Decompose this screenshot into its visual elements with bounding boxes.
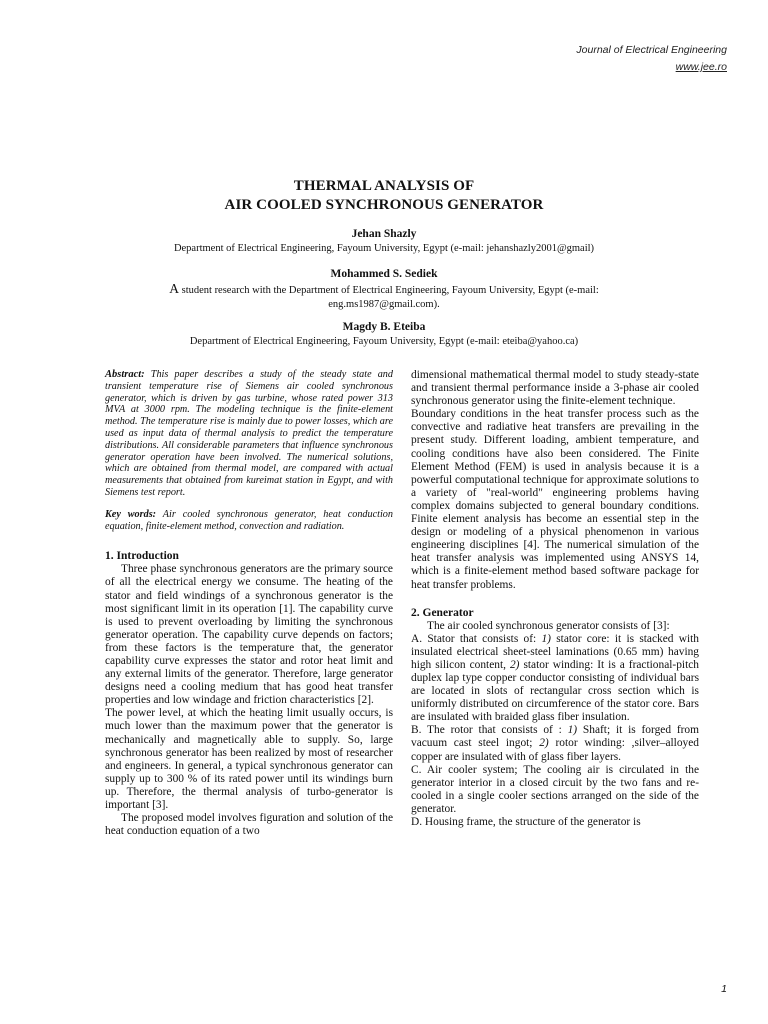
page-number: 1	[721, 983, 727, 995]
author-name: Jehan Shazly	[351, 228, 417, 240]
item-text: rotor winding: ,silver–alloyed copper are insulated with of glass fiber layers.	[411, 737, 699, 763]
author-block-2	[120, 267, 648, 311]
author-block-3	[120, 320, 648, 349]
abstract-text: This paper describes a study of the steady state and transient temperature rise of Siemens air cooled synchronous generator, which is driven by gas turbine, whose rated power 313 MVA at 3000 rpm. The modeling technique is the finite-element method. The temperature rise is mainly due to power losses, which are used as input data of thermal analysis to predict the temperature distributions. All considerable parameters that influence synchronous generator operation have been involved. The numerical solutions, which are obtained from thermal model, are compared with actual measurements that obtained from kureimat station in Egypt, and with Siemens test report.	[105, 369, 393, 498]
paragraph: The power level, at which the heating limit usually occurs, is much lower than the maximum power that the generator is mechanically and magnetically able to supply. So, large synchronous generator has been realized by most of researcher and engineers. In general, a typical synchronous generator can supply up to 300 % of its rated power until its windings burn up. Therefore, the thermal analysis of turbo-generator is important [3].	[105, 707, 393, 812]
section-heading-generator: 2. Generator	[411, 606, 474, 619]
item-prefix: B. The rotor that consists of :	[411, 724, 568, 737]
author-affiliation: Department of Electrical Engineering, Fayoum University, Egypt (e-mail: eteiba@yahoo.ca)	[189, 336, 579, 347]
paragraph: Boundary conditions in the heat transfer process such as the convective and radiative heat transfers are prevailing in the present study. Different loading, ambient temperature, and cooling conditions have also been considered. The Finite Element Method (FEM) is used in analysis because it is a powerful computational technique for approximate solutions to a variety of "real-world" engineering problems having complex domains subjected to general boundary conditions. Finite element analysis has become an essential step in the design or modeling of a physical phenomenon in various engineering disciplines [4]. The numerical simulation of the heat transfer analysis was implemented using ANSYS 14, which is a finite-element method based software package for heat transfer problems.	[411, 408, 699, 591]
item-marker: 1)	[567, 724, 578, 737]
item-prefix: A. Stator that consists of:	[411, 632, 542, 645]
author-affiliation: Department of Electrical Engineering, Fayoum University, Egypt (e-mail: jehanshazly2001@gmail)	[173, 243, 595, 254]
keywords-label: Key words:	[105, 508, 157, 520]
paragraph: The proposed model involves figuration and solution of the heat conduction equation of a two	[105, 812, 393, 838]
item-marker: 2)	[509, 658, 520, 671]
item-text: stator core: it is stacked with insulated electrical sheet-steel laminations (0.65 mm) having high silicon content,	[411, 632, 699, 671]
abstract	[105, 369, 393, 499]
list-item	[411, 633, 699, 725]
author-affiliation	[120, 282, 648, 311]
author-name: Magdy B. Eteiba	[342, 321, 426, 333]
item-marker: 2)	[539, 737, 549, 750]
abstract-label: Abstract:	[105, 369, 145, 380]
author-block-1	[120, 227, 648, 256]
author-name: Mohammed S. Sediek	[330, 268, 438, 280]
paragraph: dimensional mathematical thermal model to study steady-state and transient thermal performance inside a 3-phase air cooled synchronous generator using the finite-element technique.	[411, 369, 699, 408]
list-item	[411, 724, 699, 763]
affiliation-text: student research with the Department of Electrical Engineering, Fayoum University, Egypt (e-mail: eng.ms1987@gmail.com).	[178, 285, 599, 310]
left-column	[105, 369, 393, 838]
list-item: D. Housing frame, the structure of the generator is	[411, 816, 641, 828]
item-text: stator winding: It is a fractional-pitch duplex lap type copper conductor consisting of individual bars are located in slots of rectangular cross section which is uniformly distributed on circumference of the stator core. Bars are insulated with braided glass fiber insulation.	[411, 658, 699, 724]
title-line-2: AIR COOLED SYNCHRONOUS GENERATOR	[224, 197, 544, 213]
journal-website-link[interactable]: www.jee.ro	[675, 61, 727, 73]
keywords-text: Air cooled synchronous generator, heat conduction equation, finite-element method, convection and radiation.	[105, 508, 393, 532]
title-line-1: THERMAL ANALYSIS OF	[293, 178, 475, 194]
item-marker: 1)	[541, 632, 551, 645]
right-column	[411, 369, 699, 829]
item-text: Shaft; it is forged from vacuum cast steel ingot;	[411, 724, 699, 750]
affiliation-initial: A	[169, 281, 179, 296]
paragraph: Three phase synchronous generators are the primary source of all the electrical energy we consume. The heating of the stator and field windings of a synchronous generator is the most significant limit in its operation [1]. The capability curve is used to prevent overloading by limiting the synchronous generator operation. The capability curve depends on factors; from these factors is the temperature that, the generator capability curve expresses the stator and rotor heat limit and any external limits of the generator. Therefore, large generator designs need a cooling medium that has good heat transfer properties and low windage and friction characteristics [2].	[105, 563, 393, 707]
section-heading-introduction: 1. Introduction	[105, 550, 179, 563]
journal-name: Journal of Electrical Engineering	[576, 44, 727, 56]
keywords	[105, 509, 393, 533]
list-item: C. Air cooler system; The cooling air is circulated in the generator interior in a closed circuit by the two fans and re-cooled in a single cooler sections arranged on the side of the generator.	[411, 763, 699, 815]
paper-title	[0, 177, 768, 215]
paragraph: The air cooled synchronous generator consists of [3]:	[427, 619, 670, 632]
